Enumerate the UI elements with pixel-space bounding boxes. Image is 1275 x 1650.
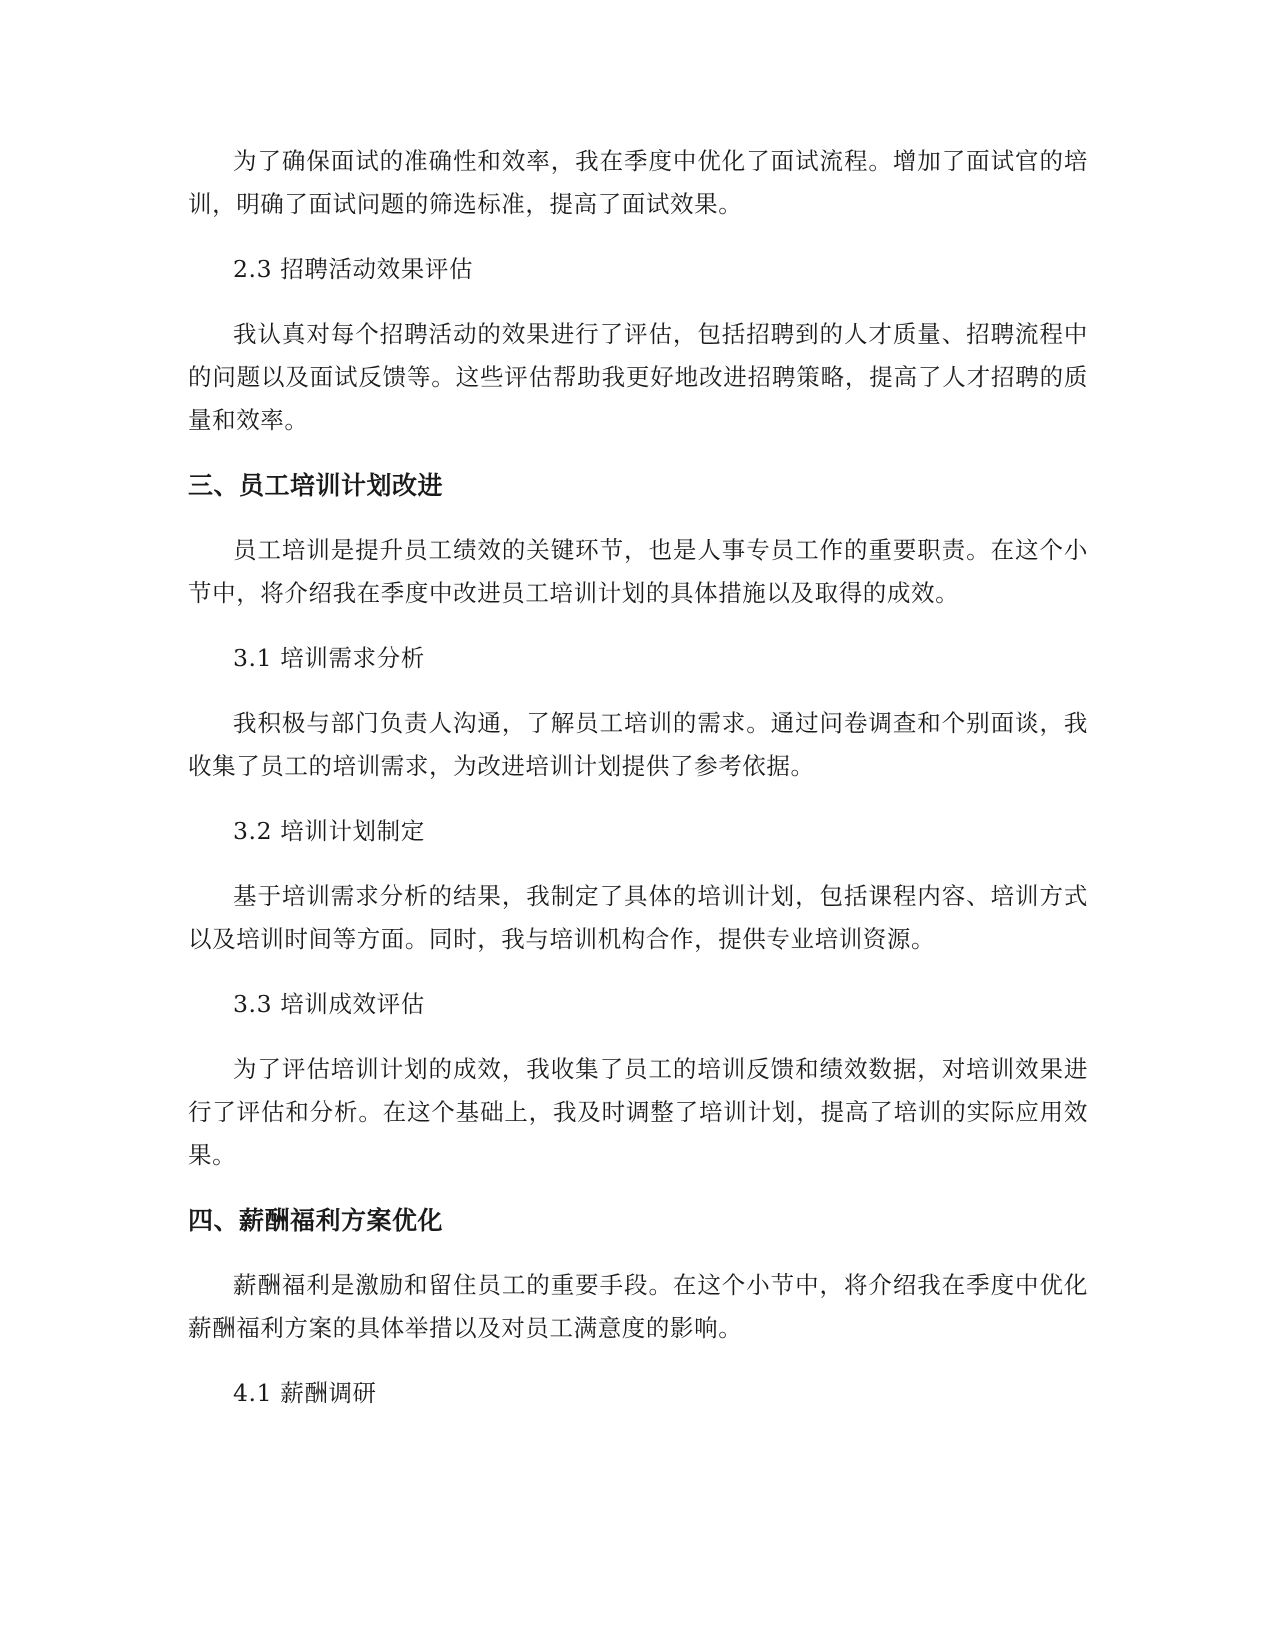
paragraph-interview-optimization: 为了确保面试的准确性和效率，我在季度中优化了面试流程。增加了面试官的培训，明确了面试问题的筛选标准，提高了面试效果。 [188,147,1088,218]
subheading-2-3: 2.3 招聘活动效果评估 [233,255,474,283]
paragraph-recruitment-evaluation: 我认真对每个招聘活动的效果进行了评估，包括招聘到的人才质量、招聘流程中的问题以及面试反馈等。这些评估帮助我更好地改进招聘策略，提高了人才招聘的质量和效率。 [188,320,1088,434]
document-page [188,140,1088,1437]
paragraph-training-needs: 我积极与部门负责人沟通，了解员工培训的需求。通过问卷调查和个别面谈，我收集了员工的培训需求，为改进培训计划提供了参考依据。 [188,709,1088,780]
paragraph-compensation-intro: 薪酬福利是激励和留住员工的重要手段。在这个小节中，将介绍我在季度中优化薪酬福利方案的具体举措以及对员工满意度的影响。 [188,1271,1088,1342]
section-heading-3: 三、员工培训计划改进 [188,471,444,500]
paragraph-training-evaluation: 为了评估培训计划的成效，我收集了员工的培训反馈和绩效数据，对培训效果进行了评估和分析。在这个基础上，我及时调整了培训计划，提高了培训的实际应用效果。 [188,1055,1088,1169]
paragraph-training-plan: 基于培训需求分析的结果，我制定了具体的培训计划，包括课程内容、培训方式以及培训时间等方面。同时，我与培训机构合作，提供专业培训资源。 [188,882,1088,953]
subheading-3-3: 3.3 培训成效评估 [233,990,425,1018]
subheading-3-2: 3.2 培训计划制定 [233,817,425,845]
subheading-3-1: 3.1 培训需求分析 [233,644,425,672]
section-heading-4: 四、薪酬福利方案优化 [188,1206,444,1235]
paragraph-training-intro: 员工培训是提升员工绩效的关键环节，也是人事专员工作的重要职责。在这个小节中，将介绍我在季度中改进员工培训计划的具体措施以及取得的成效。 [188,536,1088,607]
subheading-4-1: 4.1 薪酬调研 [233,1379,377,1407]
